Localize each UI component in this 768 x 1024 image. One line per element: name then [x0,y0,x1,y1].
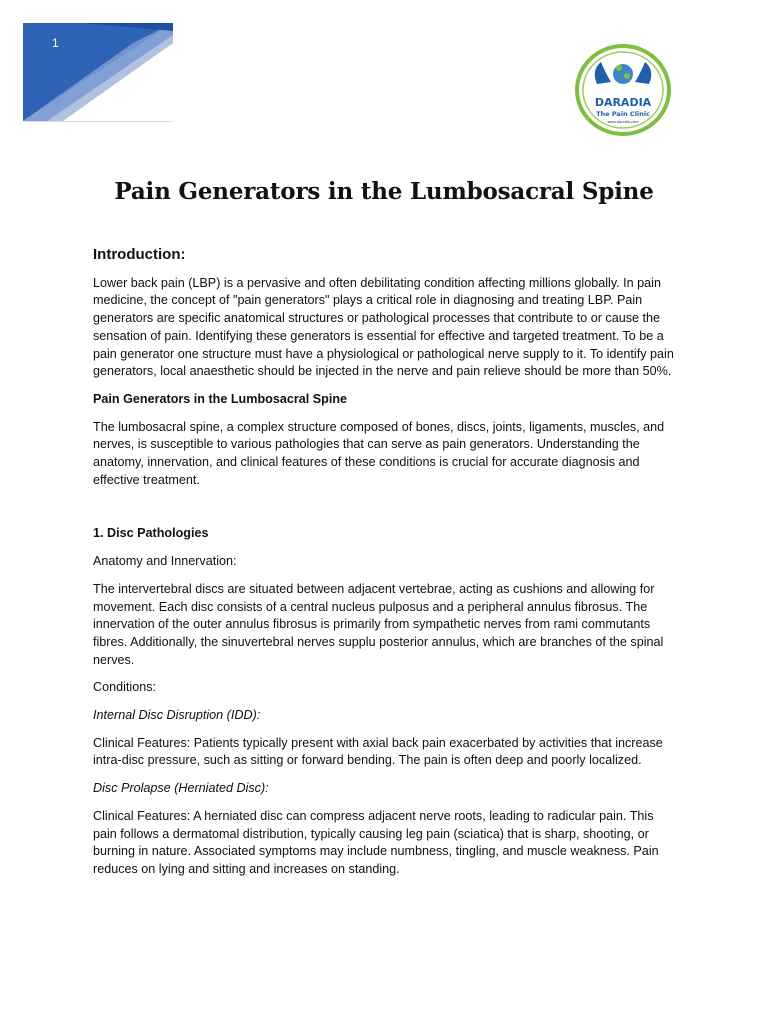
logo-tagline: The Pain Clinic [596,110,650,118]
daradia-logo [575,44,671,136]
page-number: 1 [52,36,59,50]
idd-paragraph: Clinical Features: Patients typically present with axial back pain exacerbated by activities that increase intra-disc pressure, such as sitting or forward bending. The pain is often deep and poorly localized. [93,735,663,768]
anatomy-label: Anatomy and Innervation: [93,554,237,569]
document-body [93,246,678,889]
intro-heading: Introduction: [93,246,186,263]
prolapse-paragraph: Clinical Features: A herniated disc can compress adjacent nerve roots, leading to radicular pain. This pain follows a dermatomal distribution, typically causing leg pain (sciatica) that is sharp, shooting, or burning in nature. Associated symptoms may include numbness, tingling, and muscle weakness. Pain reduces on lying and sitting and increases on standing. [93,808,659,876]
disc-heading: 1. Disc Pathologies [93,526,209,541]
conditions-label: Conditions: [93,680,157,695]
spacer [93,499,678,525]
logo-brand: DARADIA [594,96,652,109]
idd-title: Internal Disc Disruption (IDD): [93,708,261,723]
intro-paragraph: Lower back pain (LBP) is a pervasive and often debilitating condition affecting millions globally. In pain medicine, the concept of "pain generators" plays a critical role in diagnosing and treating LBP. Pain generators are specific anatomical structures or pathological processes that contribute to or cause the sensation of pain. Identifying these generators is essential for effective and targeted treatment. To be a pain generator one structure must have a physiological or pathological nerve supply to it. To identify pain generators, local anaesthetic should be injected in the nerve and pain relieve should be more than 50%. [93,275,674,379]
logo-url: www.daradia.com [607,120,639,124]
corner-decoration [23,23,173,123]
anatomy-paragraph: The intervertebral discs are situated between adjacent vertebrae, acting as cushions and allowing for movement. Each disc consists of a central nucleus pulposus and a peripheral annulus fibrosus. The innervation of the outer annulus fibrosus is primarily from sympathetic nerves from rami commutants fibres. Additionally, the sinuvertebral nerves supplu posterior annulus, which are branches of the spinal nerves. [93,581,664,667]
section-paragraph: The lumbosacral spine, a complex structure composed of bones, discs, joints, ligaments, muscles, and nerves, is susceptible to various pathologies that can serve as pain generators. Understanding the anatomy, innervation, and clinical features of these conditions is crucial for accurate diagnosis and effective treatment. [93,419,665,487]
section-heading: Pain Generators in the Lumbosacral Spine [93,391,348,406]
page-title: Pain Generators in the Lumbosacral Spine [114,178,654,206]
prolapse-title: Disc Prolapse (Herniated Disc): [93,781,269,796]
